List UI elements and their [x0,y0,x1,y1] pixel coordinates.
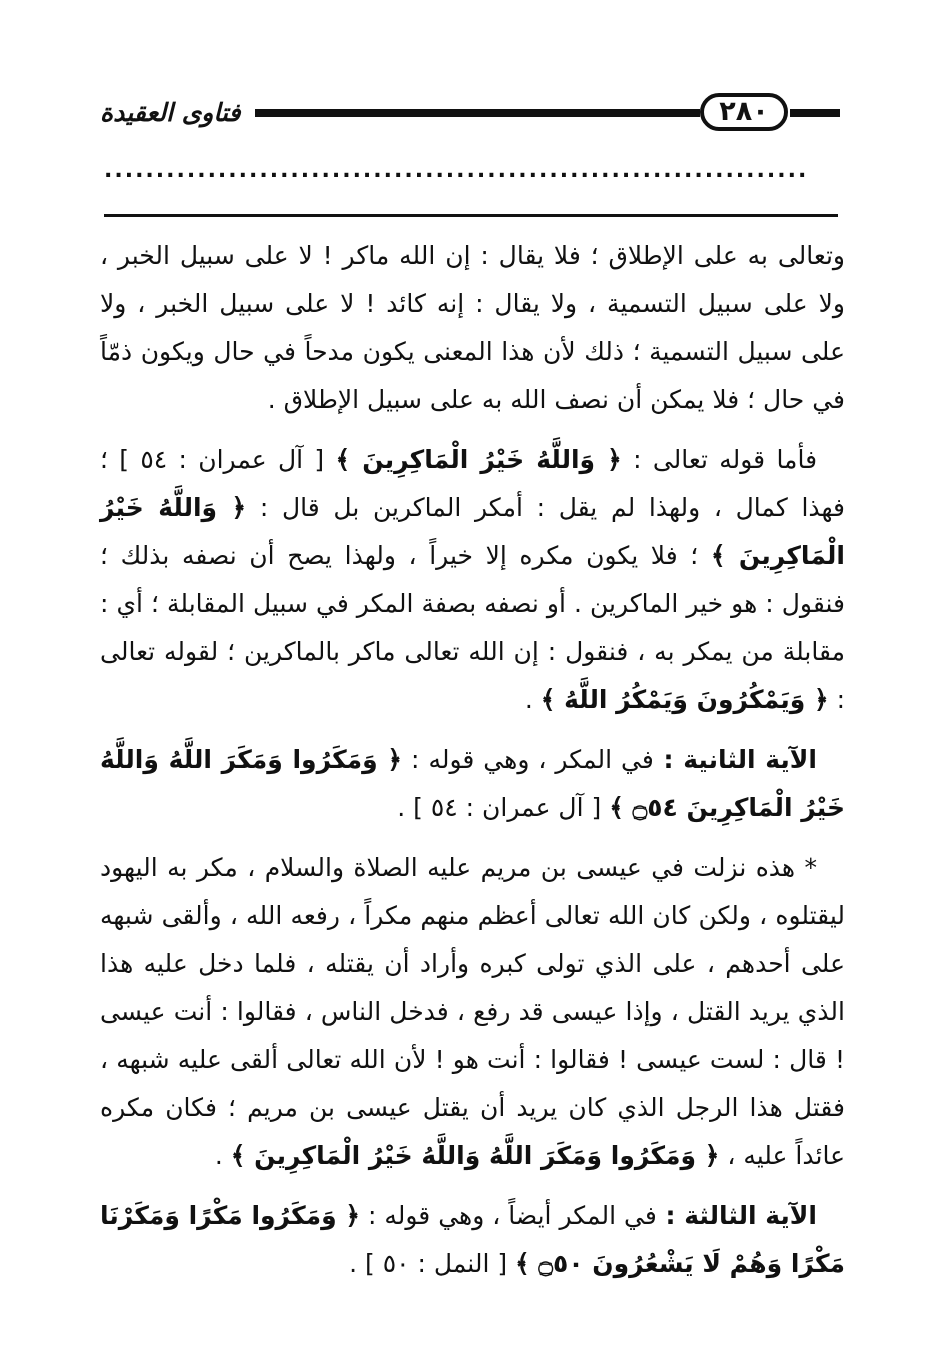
quran-verse: ﴿ وَاللَّهُ خَيْرُ الْمَاكِرِينَ ﴾ [100,493,845,570]
quran-verse: ﴿ وَمَكَرُوا مَكْرًا وَمَكَرْنَا مَكْرًا وَهُمْ لَا يَشْعُرُونَ ۝٥٠ ﴾ [100,1201,845,1278]
header-rule [104,214,838,217]
header-bar-right [790,109,840,117]
section-heading: الآية الثالثة : [656,1201,817,1230]
paragraph-4 [100,844,845,1180]
paragraph-3 [100,736,845,832]
running-title: فتاوى العقيدة [100,98,241,127]
quran-verse: ﴿ وَمَكَرُوا وَمَكَرَ اللَّهُ وَاللَّهُ خَيْرُ الْمَاكِرِينَ ﴾ [230,1141,720,1170]
section-heading: الآية الثانية : [653,745,817,774]
quran-verse: ﴿ وَاللَّهُ خَيْرُ الْمَاكِرِينَ ﴾ [335,445,622,474]
text: * هذه نزلت في عيسى بن مريم عليه الصلاة والسلام ، مكر به اليهود ليقتلوه ، ولكن كان الله تعالى أعظم منهم مكراً ، رفعه الله ، وألقى شبهه على أحدهم ، على الذي تولى كبره وأراد أن يقتله ، فلما دخل عليه هذا الذي يريد القتل ، وإذا عيسى قد رفع ، فدخل الناس ، فقالوا : أنت عيسى ! قال : لست عيسى ! فقالوا : أنت هو ! لأن الله تعالى ألقى عليه شبهه ، فقتل هذا الرجل الذي كان يريد أن يقتل عيسى بن مريم ؛ فكان مكره عائداً عليه ، [100,853,845,1170]
text: . [524,685,541,714]
header-bar-left [255,109,700,117]
body-text [100,232,845,1300]
quran-verse: ﴿ وَمَكَرُوا وَمَكَرَ اللَّهُ وَاللَّهُ خَيْرُ الْمَاكِرِينَ ۝٥٤ ﴾ [100,745,845,822]
text: [ النمل : ٥٠ ] . [349,1249,516,1278]
text: [ آل عمران : ٥٤ ] ؛ فهذا كمال ، ولهذا لم يقل : أمكر الماكرين بل قال : [100,445,845,522]
text: [ آل عمران : ٥٤ ] . [397,793,610,822]
text: في المكر ، وهي قوله : [402,745,654,774]
text: . [214,1141,231,1170]
page-header [100,92,840,142]
paragraph-5 [100,1192,845,1288]
text: فأما قوله تعالى : [621,445,818,474]
text: في المكر أيضاً ، وهي قوله : [360,1201,657,1230]
page-number: ٢٨٠ [700,93,788,131]
paragraph-2 [100,436,845,724]
text: ؛ فلا يكون مكره إلا خيراً ، ولهذا يصح أن نصفه بذلك ؛ فنقول : هو خير الماكرين . أو نصفه بصفة المكر في سبيل المقابلة ؛ أي : مقابلة من يمكر به ، فنقول : إن الله تعالى ماكر بالماكرين ؛ لقوله تعالى : [100,541,845,714]
dotted-separator: .................................................................... [104,158,809,183]
quran-verse: ﴿ وَيَمْكُرُونَ وَيَمْكُرُ اللَّهُ ﴾ [540,685,829,714]
paragraph-1: وتعالى به على الإطلاق ؛ فلا يقال : إن الله ماكر ! لا على سبيل الخبر ، ولا على سبيل التسمية ، ولا يقال : إنه كائد ! لا على سبيل الخبر ، ولا على سبيل التسمية ؛ ذلك لأن هذا المعنى يكون مدحاً في حال ويكون ذمّاً في حال ؛ فلا يمكن أن نصف الله به على سبيل الإطلاق . [100,241,845,414]
